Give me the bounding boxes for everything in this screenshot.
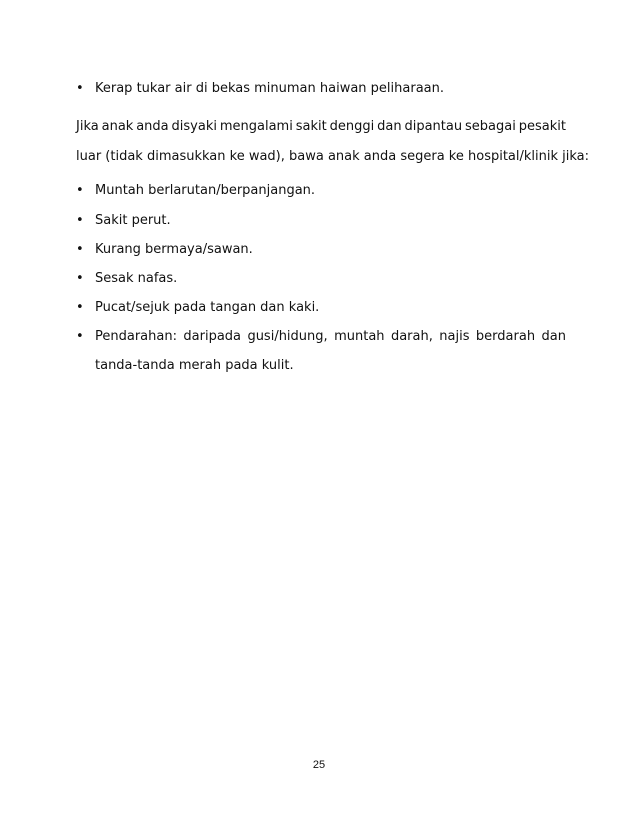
word: denggi	[329, 119, 375, 134]
list-item-line-2: tanda-tanda merah pada kulit.	[95, 358, 294, 373]
bullet-marker: •	[76, 183, 84, 198]
list-item-text: Kerap tukar air di bekas minuman haiwan peliharaan.	[95, 81, 444, 96]
word: gusi/hidung,	[247, 329, 328, 344]
paragraph-line-1	[76, 117, 566, 137]
word: najis	[439, 329, 470, 344]
word: muntah	[334, 329, 385, 344]
word: dipantau	[404, 119, 463, 134]
word: dan	[377, 119, 402, 134]
word: anda	[136, 119, 169, 134]
word: Pendarahan:	[95, 329, 177, 344]
word: dan	[541, 329, 566, 344]
list-item-line-1	[95, 327, 566, 347]
list-item-text: Sesak nafas.	[95, 271, 178, 286]
bullet-marker: •	[76, 300, 84, 315]
bullet-marker: •	[76, 81, 84, 96]
word: berdarah	[475, 329, 536, 344]
word: sakit	[295, 119, 327, 134]
list-item-text: Pucat/sejuk pada tangan dan kaki.	[95, 300, 320, 315]
bullet-marker: •	[76, 271, 84, 286]
list-item-text: Sakit perut.	[95, 213, 171, 228]
page-number: 25	[312, 759, 326, 771]
word: mengalami	[219, 119, 293, 134]
word: Jika	[76, 119, 99, 134]
list-item-text: Muntah berlarutan/berpanjangan.	[95, 183, 316, 198]
bullet-marker: •	[76, 213, 84, 228]
word: pesakit	[518, 119, 566, 134]
bullet-marker: •	[76, 242, 84, 257]
word: daripada	[183, 329, 242, 344]
list-item-text	[95, 327, 566, 347]
bullet-marker: •	[76, 329, 84, 344]
word: darah,	[390, 329, 433, 344]
paragraph-line-2: luar (tidak dimasukkan ke wad), bawa anak anda segera ke hospital/klinik jika:	[76, 149, 590, 164]
list-item-text: Kurang bermaya/sawan.	[95, 242, 253, 257]
word: anak	[101, 119, 134, 134]
word: sebagai	[464, 119, 516, 134]
word: disyaki	[171, 119, 217, 134]
